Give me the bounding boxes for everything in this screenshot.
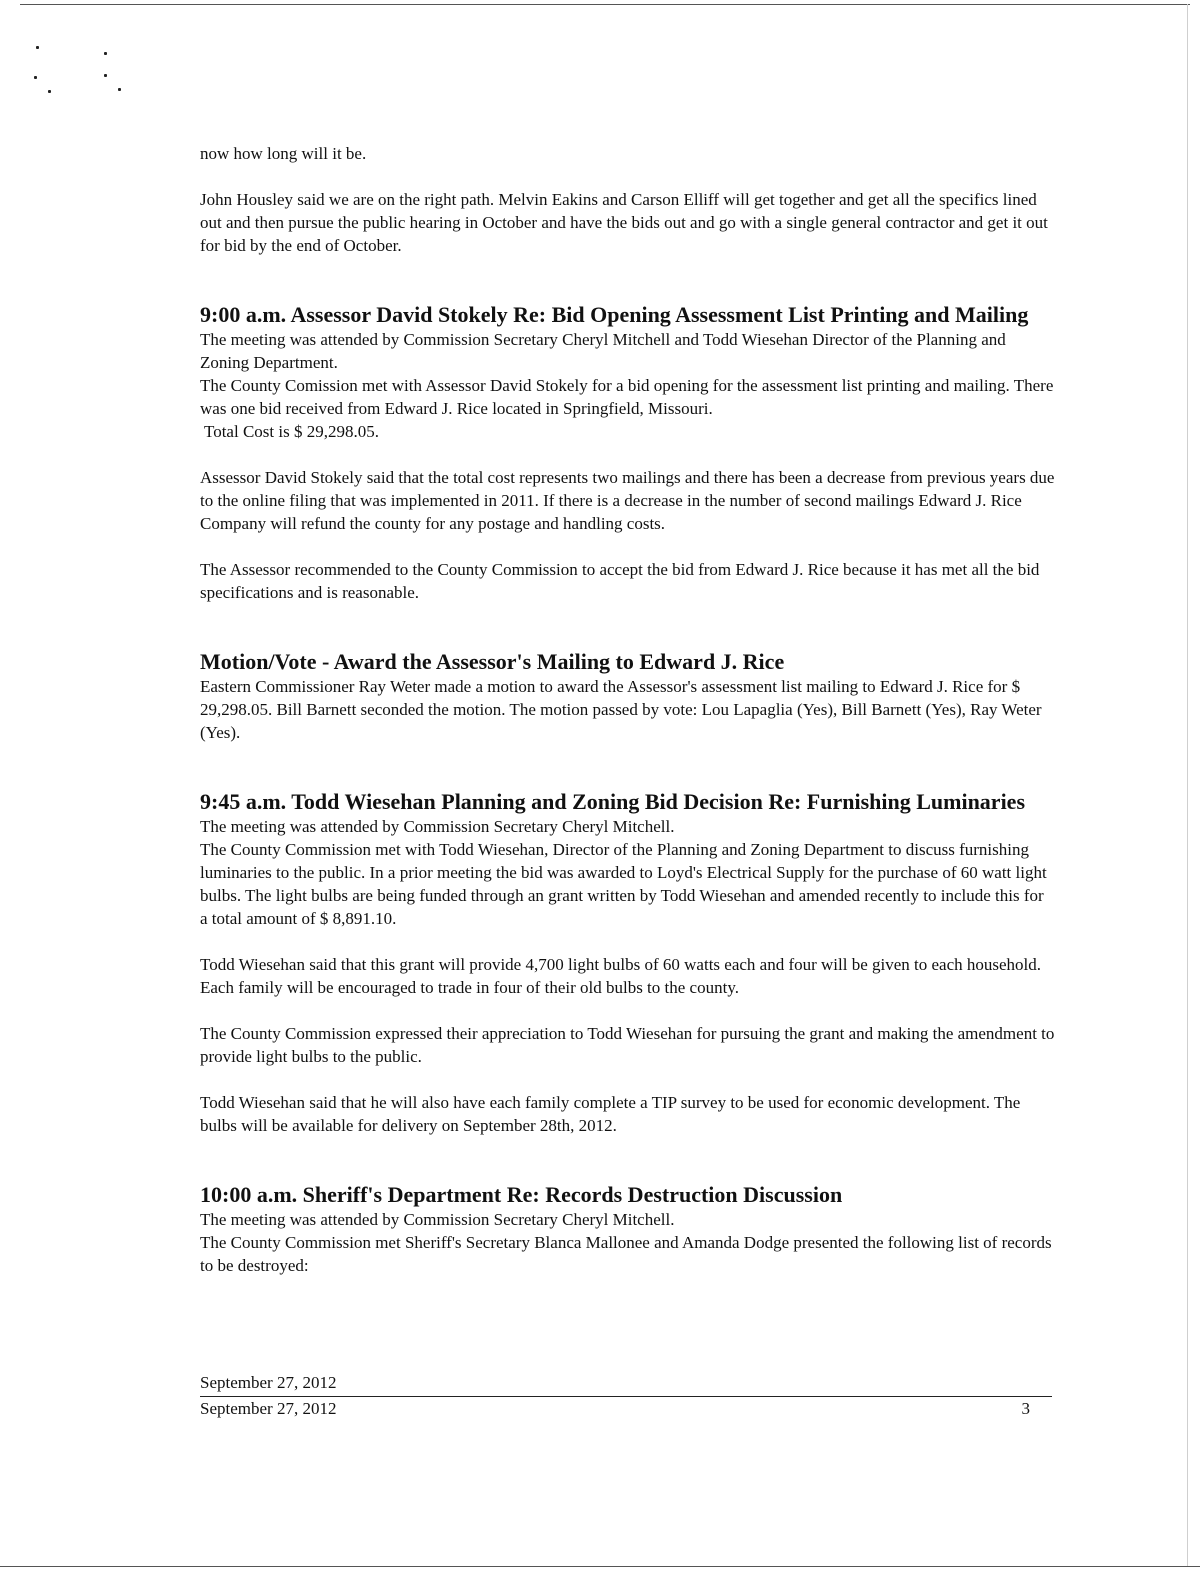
bottom-scan-rule [0, 1566, 1200, 1567]
paragraph: The County Commission met Sheriff's Secretary Blanca Mallonee and Amanda Dodge presented the following list of records to be destroyed: [200, 1233, 1052, 1275]
paragraph: The Assessor recommended to the County Commission to accept the bid from Edward J. Rice because it has met all the bid specifications and is reasonable. [200, 560, 1040, 602]
scan-speck [104, 74, 107, 77]
paragraph: Todd Wiesehan said that he will also have each family complete a TIP survey to be used for economic development. The bulbs will be available for delivery on September 28th, 2012. [200, 1093, 1021, 1135]
section-luminaries [200, 788, 1055, 1137]
total-cost-text: Total Cost is $ 29,298.05. [204, 422, 379, 441]
section-records-destruction [200, 1181, 1055, 1277]
scan-speck [34, 76, 37, 79]
section-heading: 9:45 a.m. Todd Wiesehan Planning and Zoning Bid Decision Re: Furnishing Luminaries [200, 789, 1026, 814]
section-assessor-bid-opening [200, 301, 1055, 604]
section-heading: 10:00 a.m. Sheriff's Department Re: Records Destruction Discussion [200, 1182, 843, 1207]
footer-date-top: September 27, 2012 [200, 1373, 337, 1392]
paragraph: Eastern Commissioner Ray Weter made a motion to award the Assessor's assessment list mailing to Edward J. Rice for $ 29,298.05. Bill Barnett seconded the motion. The motion passed by vote: Lou Lapaglia (Yes), Bill Barnett (Yes), Ray Weter (Yes). [200, 677, 1042, 742]
scan-speck [36, 46, 39, 49]
attendance-text: The meeting was attended by Commission Secretary Cheryl Mitchell. [200, 817, 675, 836]
section-motion-vote [200, 648, 1055, 744]
footer-date: September 27, 2012 [200, 1399, 337, 1418]
paragraph: The County Commission expressed their appreciation to Todd Wiesehan for pursuing the grant and making the amendment to provide light bulbs to the public. [200, 1024, 1055, 1066]
page-footer [200, 1372, 1052, 1421]
footer-row [200, 1397, 1052, 1421]
paragraph: The County Comission met with Assessor David Stokely for a bid opening for the assessment list printing and mailing. There was one bid received from Edward J. Rice located in Springfield, Missouri. [200, 376, 1054, 418]
top-scan-rule [20, 4, 1190, 5]
paragraph: Assessor David Stokely said that the total cost represents two mailings and there has been a decrease from previous years due to the online filing that was implemented in 2011. If there is a decrease in the number of second mailings Edward J. Rice Company will refund the county for any postage and handling costs. [200, 468, 1055, 533]
document-body [200, 142, 1055, 1277]
right-scan-edge [1187, 4, 1188, 1567]
section-heading: 9:00 a.m. Assessor David Stokely Re: Bid Opening Assessment List Printing and Mailing [200, 302, 1029, 327]
page-number: 3 [1021, 1399, 1030, 1418]
scan-speck [104, 52, 107, 55]
housley-paragraph: John Housley said we are on the right path. Melvin Eakins and Carson Elliff will get together and get all the specifics lined out and then pursue the public hearing in October and have the bids out and go with a single general contractor and get it out for bid by the end of October. [200, 190, 1048, 255]
paragraph: Todd Wiesehan said that this grant will provide 4,700 light bulbs of 60 watts each and four will be given to each household. Each family will be encouraged to trade in four of their old bulbs to the county. [200, 955, 1042, 997]
scan-speck [48, 90, 51, 93]
attendance-text: The meeting was attended by Commission Secretary Cheryl Mitchell. [200, 1210, 675, 1229]
scan-speck [118, 88, 121, 91]
continuation-text: now how long will it be. [200, 144, 367, 163]
attendance-text: The meeting was attended by Commission Secretary Cheryl Mitchell and Todd Wiesehan Director of the Planning and Zoning Department. [200, 330, 1006, 372]
section-heading: Motion/Vote - Award the Assessor's Mailing to Edward J. Rice [200, 649, 785, 674]
paragraph: The County Commission met with Todd Wiesehan, Director of the Planning and Zoning Department to discuss furnishing luminaries to the public. In a prior meeting the bid was awarded to Loyd's Electrical Supply for the purchase of 60 watt light bulbs. The light bulbs are being funded through an grant written by Todd Wiesehan and amended recently to include this for a total amount of $ 8,891.10. [200, 840, 1047, 928]
